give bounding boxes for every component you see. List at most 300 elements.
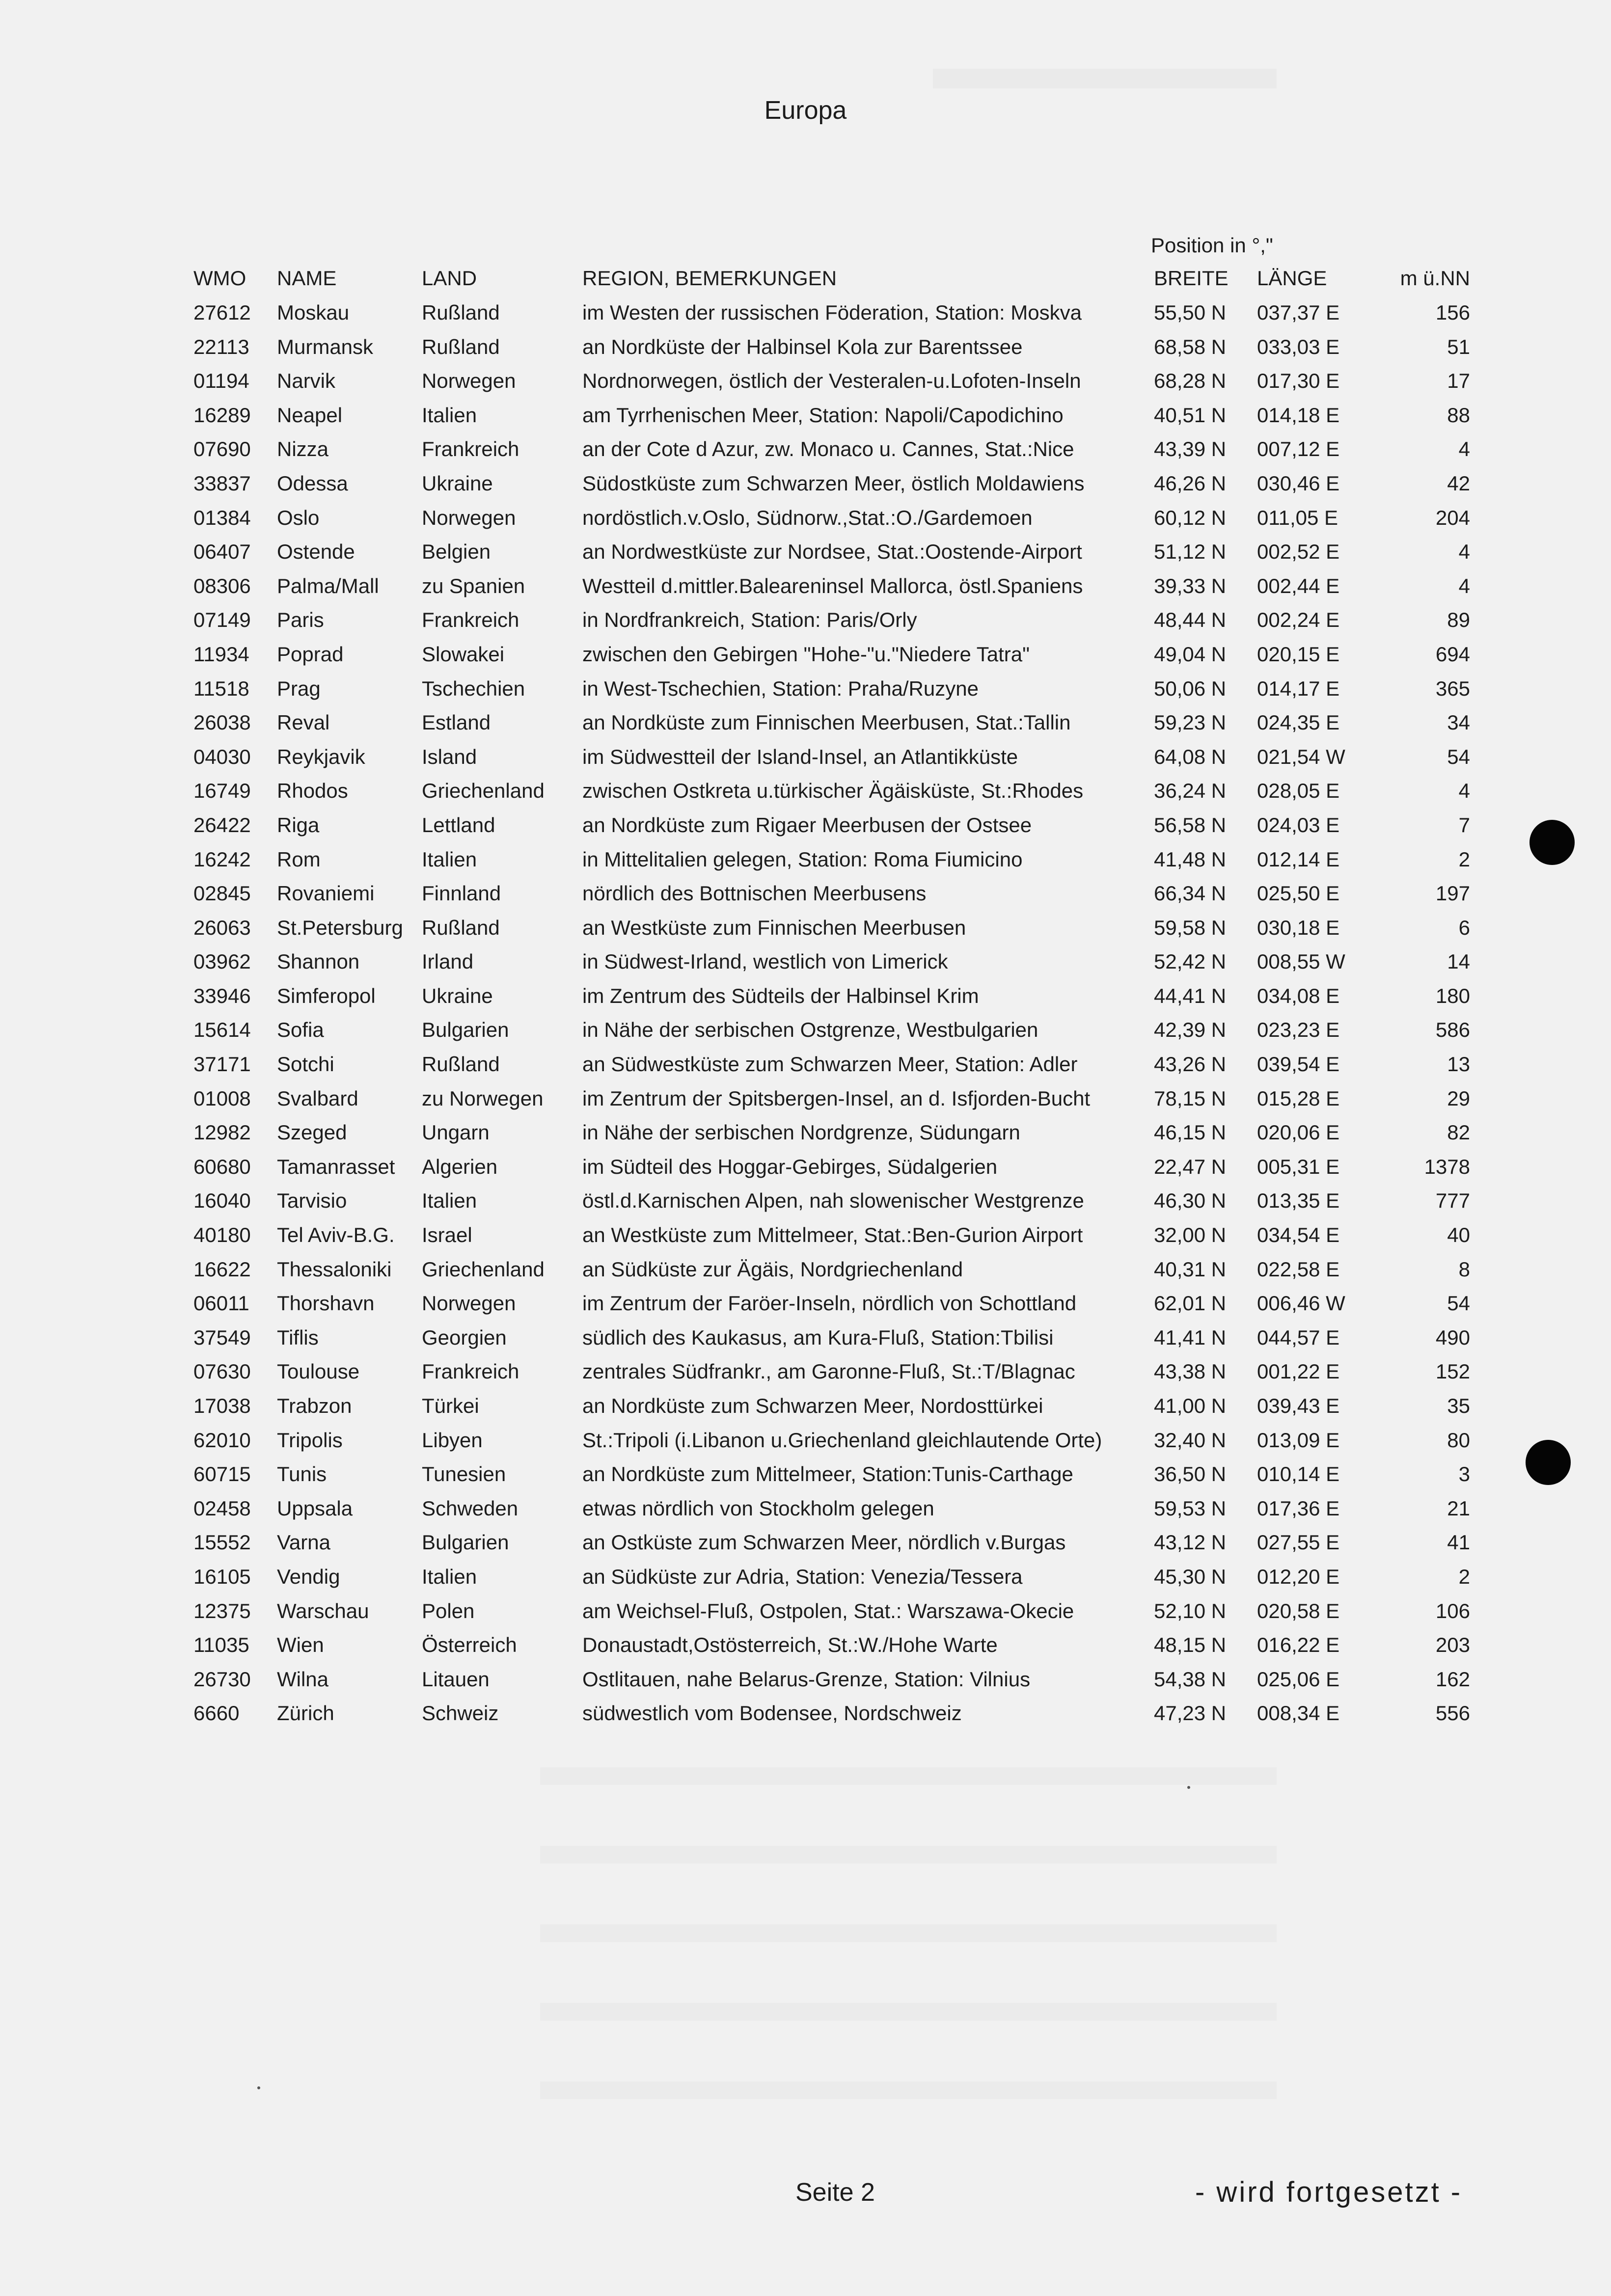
- cell-breite: 40,51 N: [1154, 403, 1227, 427]
- cell-land: Slowakei: [422, 642, 505, 666]
- cell-wmo: 16622: [193, 1257, 251, 1281]
- cell-breite: 56,58 N: [1154, 813, 1227, 837]
- cell-wmo: 16040: [193, 1189, 251, 1213]
- cell-name: Wilna: [277, 1667, 329, 1691]
- cell-wmo: 12982: [193, 1121, 251, 1144]
- cell-land: Italien: [422, 1565, 477, 1588]
- cell-laenge: 002,44 E: [1257, 574, 1340, 597]
- footer-continued-note: - wird fortgesetzt -: [1195, 2176, 1463, 2208]
- cell-height: 34: [1447, 711, 1470, 734]
- cell-height: 204: [1435, 506, 1470, 529]
- cell-height: 490: [1435, 1325, 1470, 1349]
- cell-name: Neapel: [277, 403, 343, 427]
- cell-region: an Nordküste zum Schwarzen Meer, Nordosttürkei: [582, 1394, 1043, 1417]
- cell-laenge: 002,52 E: [1257, 540, 1340, 564]
- cell-breite: 36,50 N: [1154, 1462, 1227, 1486]
- header-breite: BREITE: [1154, 267, 1229, 290]
- cell-height: 6: [1458, 916, 1470, 939]
- cell-wmo: 40180: [193, 1223, 251, 1247]
- cell-region: an Nordküste zum Rigaer Meerbusen der Ostsee: [582, 813, 1032, 837]
- cell-name: Odessa: [277, 471, 348, 495]
- cell-region: im Zentrum der Faröer-Inseln, nördlich von Schottland: [582, 1292, 1077, 1315]
- cell-breite: 64,08 N: [1154, 745, 1227, 768]
- cell-height: 197: [1435, 882, 1470, 905]
- cell-wmo: 62010: [193, 1428, 251, 1452]
- cell-height: 152: [1435, 1360, 1470, 1383]
- table-row: [187, 1047, 1475, 1081]
- cell-wmo: 08306: [193, 574, 251, 597]
- cell-breite: 22,47 N: [1154, 1155, 1227, 1178]
- cell-land: Italien: [422, 847, 477, 871]
- cell-laenge: 013,35 E: [1257, 1189, 1340, 1213]
- punch-hole: [1529, 820, 1575, 865]
- cell-name: Nizza: [277, 437, 329, 461]
- cell-height: 365: [1435, 676, 1470, 700]
- cell-breite: 52,10 N: [1154, 1599, 1227, 1622]
- cell-laenge: 008,34 E: [1257, 1702, 1340, 1725]
- cell-region: etwas nördlich von Stockholm gelegen: [582, 1496, 934, 1520]
- cell-height: 2: [1458, 847, 1470, 871]
- cell-region: östl.d.Karnischen Alpen, nah slowenischer Westgrenze: [582, 1189, 1084, 1213]
- cell-region: im Westen der russischen Föderation, Station: Moskva: [582, 301, 1082, 324]
- cell-name: Oslo: [277, 506, 320, 529]
- cell-land: Polen: [422, 1599, 475, 1622]
- table-body: [187, 296, 1475, 1730]
- cell-name: Simferopol: [277, 984, 376, 1007]
- cell-land: zu Norwegen: [422, 1086, 544, 1110]
- table-row: [187, 569, 1475, 603]
- cell-region: an Südküste zur Ägäis, Nordgriechenland: [582, 1257, 963, 1281]
- cell-name: Warschau: [277, 1599, 369, 1622]
- table-row: [187, 1286, 1475, 1321]
- cell-height: 41: [1447, 1531, 1470, 1554]
- cell-wmo: 17038: [193, 1394, 251, 1417]
- cell-laenge: 017,30 E: [1257, 369, 1340, 393]
- cell-region: nördlich des Bottnischen Meerbusens: [582, 882, 927, 905]
- stations-table: [187, 261, 1475, 1730]
- cell-breite: 68,28 N: [1154, 369, 1227, 393]
- cell-wmo: 26730: [193, 1667, 251, 1691]
- cell-height: 54: [1447, 1292, 1470, 1315]
- table-row: [187, 1560, 1475, 1594]
- cell-land: Norwegen: [422, 369, 516, 393]
- cell-land: Schweden: [422, 1496, 519, 1520]
- cell-wmo: 16289: [193, 403, 251, 427]
- cell-name: Vendig: [277, 1565, 340, 1588]
- cell-breite: 40,31 N: [1154, 1257, 1227, 1281]
- cell-laenge: 024,03 E: [1257, 813, 1340, 837]
- cell-name: Ostende: [277, 540, 355, 564]
- cell-name: Varna: [277, 1531, 330, 1554]
- cell-region: im Südwestteil der Island-Insel, an Atlantikküste: [582, 745, 1018, 768]
- cell-laenge: 014,17 E: [1257, 676, 1340, 700]
- cell-laenge: 030,18 E: [1257, 916, 1340, 939]
- bleed-through-mark: [540, 1924, 1277, 1942]
- cell-region: südwestlich vom Bodensee, Nordschweiz: [582, 1702, 962, 1725]
- cell-height: 4: [1458, 540, 1470, 564]
- cell-wmo: 37549: [193, 1325, 251, 1349]
- cell-height: 89: [1447, 608, 1470, 632]
- cell-height: 88: [1447, 403, 1470, 427]
- cell-wmo: 26038: [193, 711, 251, 734]
- cell-name: Murmansk: [277, 335, 374, 358]
- cell-region: an Nordküste zum Mittelmeer, Station:Tunis-Carthage: [582, 1462, 1073, 1486]
- position-header: Position in °,": [1151, 234, 1273, 257]
- cell-name: Rovaniemi: [277, 882, 375, 905]
- table-row: [187, 637, 1475, 672]
- cell-name: Zürich: [277, 1702, 334, 1725]
- table-row: [187, 945, 1475, 979]
- cell-wmo: 02845: [193, 882, 251, 905]
- cell-land: Algerien: [422, 1155, 498, 1178]
- cell-laenge: 017,36 E: [1257, 1496, 1340, 1520]
- cell-breite: 59,53 N: [1154, 1496, 1227, 1520]
- cell-region: Nordnorwegen, östlich der Vesteralen-u.Lofoten-Inseln: [582, 369, 1081, 393]
- cell-land: Bulgarien: [422, 1531, 509, 1554]
- cell-wmo: 01384: [193, 506, 251, 529]
- cell-wmo: 33946: [193, 984, 251, 1007]
- table-row: [187, 1662, 1475, 1697]
- cell-height: 156: [1435, 301, 1470, 324]
- table-row: [187, 1013, 1475, 1047]
- cell-breite: 59,58 N: [1154, 916, 1227, 939]
- cell-height: 54: [1447, 745, 1470, 768]
- cell-laenge: 034,54 E: [1257, 1223, 1340, 1247]
- cell-breite: 44,41 N: [1154, 984, 1227, 1007]
- cell-region: an Ostküste zum Schwarzen Meer, nördlich v.Burgas: [582, 1531, 1066, 1554]
- table-row: [187, 501, 1475, 535]
- cell-height: 7: [1458, 813, 1470, 837]
- cell-name: Moskau: [277, 301, 350, 324]
- cell-land: Libyen: [422, 1428, 483, 1452]
- cell-land: Schweiz: [422, 1702, 499, 1725]
- cell-region: am Tyrrhenischen Meer, Station: Napoli/Capodichino: [582, 403, 1064, 427]
- cell-height: 8: [1458, 1257, 1470, 1281]
- cell-laenge: 010,14 E: [1257, 1462, 1340, 1486]
- cell-name: Svalbard: [277, 1086, 358, 1110]
- cell-laenge: 014,18 E: [1257, 403, 1340, 427]
- cell-breite: 43,39 N: [1154, 437, 1227, 461]
- table-row: [187, 1594, 1475, 1628]
- cell-land: Rußland: [422, 916, 500, 939]
- cell-land: Ungarn: [422, 1121, 490, 1144]
- cell-height: 80: [1447, 1428, 1470, 1452]
- bleed-through-mark: [933, 69, 1277, 88]
- cell-land: Belgien: [422, 540, 491, 564]
- cell-land: Estland: [422, 711, 491, 734]
- cell-name: Tunis: [277, 1462, 327, 1486]
- cell-height: 203: [1435, 1633, 1470, 1657]
- cell-land: Rußland: [422, 301, 500, 324]
- page-title: Europa: [764, 96, 847, 125]
- cell-name: Tamanrasset: [277, 1155, 395, 1178]
- punch-hole: [1526, 1440, 1571, 1485]
- cell-height: 556: [1435, 1702, 1470, 1725]
- header-row: [187, 261, 1475, 296]
- cell-region: an Südküste zur Adria, Station: Venezia/Tessera: [582, 1565, 1023, 1588]
- cell-laenge: 022,58 E: [1257, 1257, 1340, 1281]
- table-row: [187, 603, 1475, 637]
- cell-name: Sofia: [277, 1018, 324, 1042]
- table-row: [187, 466, 1475, 501]
- cell-land: Norwegen: [422, 1292, 516, 1315]
- cell-name: Narvik: [277, 369, 336, 393]
- cell-wmo: 60715: [193, 1462, 251, 1486]
- cell-land: Frankreich: [422, 1360, 519, 1383]
- cell-breite: 43,26 N: [1154, 1053, 1227, 1076]
- cell-land: Finnland: [422, 882, 501, 905]
- cell-land: Italien: [422, 1189, 477, 1213]
- cell-breite: 36,24 N: [1154, 779, 1227, 803]
- cell-name: Uppsala: [277, 1496, 353, 1520]
- table-row: [187, 740, 1475, 774]
- cell-region: in Mittelitalien gelegen, Station: Roma Fiumicino: [582, 847, 1023, 871]
- cell-name: Thessaloniki: [277, 1257, 392, 1281]
- table-row: [187, 1115, 1475, 1150]
- cell-land: Israel: [422, 1223, 472, 1247]
- cell-breite: 52,42 N: [1154, 950, 1227, 973]
- cell-wmo: 15614: [193, 1018, 251, 1042]
- cell-laenge: 037,37 E: [1257, 301, 1340, 324]
- header-height: m ü.NN: [1400, 267, 1470, 290]
- table-row: [187, 1491, 1475, 1526]
- cell-breite: 48,15 N: [1154, 1633, 1227, 1657]
- cell-wmo: 33837: [193, 471, 251, 495]
- cell-laenge: 030,46 E: [1257, 471, 1340, 495]
- cell-wmo: 11934: [193, 642, 249, 666]
- cell-land: Ukraine: [422, 984, 493, 1007]
- cell-name: Poprad: [277, 642, 344, 666]
- bleed-through-mark: [540, 2081, 1277, 2099]
- table-row: [187, 330, 1475, 364]
- cell-name: Wien: [277, 1633, 324, 1657]
- table-row: [187, 1081, 1475, 1116]
- cell-height: 40: [1447, 1223, 1470, 1247]
- cell-height: 586: [1435, 1018, 1470, 1042]
- header-laenge: LÄNGE: [1257, 267, 1327, 290]
- cell-breite: 46,15 N: [1154, 1121, 1227, 1144]
- cell-region: in Südwest-Irland, westlich von Limerick: [582, 950, 948, 973]
- cell-land: Frankreich: [422, 437, 519, 461]
- table-row: [187, 1696, 1475, 1730]
- cell-land: Tschechien: [422, 676, 525, 700]
- cell-breite: 54,38 N: [1154, 1667, 1227, 1691]
- header-land: LAND: [422, 267, 477, 290]
- cell-land: Rußland: [422, 1053, 500, 1076]
- cell-region: an Südwestküste zum Schwarzen Meer, Station: Adler: [582, 1053, 1078, 1076]
- cell-breite: 32,40 N: [1154, 1428, 1227, 1452]
- table-row: [187, 842, 1475, 877]
- cell-wmo: 03962: [193, 950, 251, 973]
- cell-breite: 59,23 N: [1154, 711, 1227, 734]
- cell-wmo: 04030: [193, 745, 251, 768]
- cell-height: 35: [1447, 1394, 1470, 1417]
- cell-breite: 42,39 N: [1154, 1018, 1227, 1042]
- cell-height: 106: [1435, 1599, 1470, 1622]
- cell-laenge: 012,20 E: [1257, 1565, 1340, 1588]
- cell-name: St.Petersburg: [277, 916, 403, 939]
- cell-region: an Westküste zum Finnischen Meerbusen: [582, 916, 966, 939]
- cell-breite: 62,01 N: [1154, 1292, 1227, 1315]
- cell-name: Reykjavik: [277, 745, 365, 768]
- table-row: [187, 808, 1475, 842]
- cell-region: in Nordfrankreich, Station: Paris/Orly: [582, 608, 917, 632]
- cell-land: Irland: [422, 950, 474, 973]
- table-row: [187, 1321, 1475, 1355]
- cell-region: in West-Tschechien, Station: Praha/Ruzyne: [582, 676, 979, 700]
- bleed-through-mark: [540, 1767, 1277, 1785]
- cell-laenge: 006,46 W: [1257, 1292, 1345, 1315]
- bleed-through-mark: [540, 2003, 1277, 2021]
- cell-height: 162: [1435, 1667, 1470, 1691]
- cell-height: 29: [1447, 1086, 1470, 1110]
- cell-breite: 41,00 N: [1154, 1394, 1227, 1417]
- cell-wmo: 26422: [193, 813, 251, 837]
- cell-land: Tunesien: [422, 1462, 506, 1486]
- cell-region: St.:Tripoli (i.Libanon u.Griechenland gleichlautende Orte): [582, 1428, 1102, 1452]
- cell-wmo: 07149: [193, 608, 251, 632]
- cell-laenge: 016,22 E: [1257, 1633, 1340, 1657]
- cell-laenge: 015,28 E: [1257, 1086, 1340, 1110]
- cell-height: 1378: [1424, 1155, 1470, 1178]
- cell-height: 17: [1447, 369, 1470, 393]
- cell-wmo: 26063: [193, 916, 251, 939]
- cell-name: Palma/Mall: [277, 574, 379, 597]
- speck: [1187, 1786, 1190, 1789]
- cell-breite: 43,38 N: [1154, 1360, 1227, 1383]
- cell-laenge: 023,23 E: [1257, 1018, 1340, 1042]
- cell-breite: 49,04 N: [1154, 642, 1227, 666]
- cell-laenge: 039,54 E: [1257, 1053, 1340, 1076]
- cell-breite: 55,50 N: [1154, 301, 1227, 324]
- cell-laenge: 001,22 E: [1257, 1360, 1340, 1383]
- cell-height: 14: [1447, 950, 1470, 973]
- cell-wmo: 16105: [193, 1565, 251, 1588]
- cell-laenge: 024,35 E: [1257, 711, 1340, 734]
- cell-laenge: 028,05 E: [1257, 779, 1340, 803]
- cell-name: Rhodos: [277, 779, 348, 803]
- cell-name: Tarvisio: [277, 1189, 347, 1213]
- cell-name: Szeged: [277, 1121, 347, 1144]
- cell-height: 4: [1458, 437, 1470, 461]
- cell-region: in Nähe der serbischen Ostgrenze, Westbulgarien: [582, 1018, 1038, 1042]
- cell-wmo: 01008: [193, 1086, 251, 1110]
- table-row: [187, 705, 1475, 740]
- table-row: [187, 1457, 1475, 1491]
- cell-wmo: 60680: [193, 1155, 251, 1178]
- cell-land: Italien: [422, 403, 477, 427]
- cell-wmo: 16749: [193, 779, 251, 803]
- cell-height: 3: [1458, 1462, 1470, 1486]
- cell-wmo: 02458: [193, 1496, 251, 1520]
- table-row: [187, 1389, 1475, 1423]
- cell-height: 4: [1458, 574, 1470, 597]
- cell-land: Litauen: [422, 1667, 490, 1691]
- cell-laenge: 033,03 E: [1257, 335, 1340, 358]
- cell-name: Rom: [277, 847, 321, 871]
- table-row: [187, 1150, 1475, 1184]
- cell-laenge: 005,31 E: [1257, 1155, 1340, 1178]
- cell-breite: 48,44 N: [1154, 608, 1227, 632]
- cell-land: Frankreich: [422, 608, 519, 632]
- table-row: [187, 535, 1475, 569]
- cell-laenge: 011,05 E: [1257, 506, 1338, 529]
- cell-land: Lettland: [422, 813, 495, 837]
- cell-laenge: 020,15 E: [1257, 642, 1340, 666]
- cell-region: zwischen den Gebirgen "Hohe-"u."Niedere Tatra": [582, 642, 1030, 666]
- cell-laenge: 044,57 E: [1257, 1325, 1340, 1349]
- cell-land: Griechenland: [422, 1257, 545, 1281]
- cell-land: Rußland: [422, 335, 500, 358]
- cell-wmo: 22113: [193, 335, 249, 358]
- cell-laenge: 025,50 E: [1257, 882, 1340, 905]
- cell-breite: 60,12 N: [1154, 506, 1227, 529]
- cell-breite: 46,26 N: [1154, 471, 1227, 495]
- cell-land: Österreich: [422, 1633, 517, 1657]
- cell-land: Georgien: [422, 1325, 507, 1349]
- table-row: [187, 1252, 1475, 1287]
- cell-wmo: 07690: [193, 437, 251, 461]
- cell-breite: 50,06 N: [1154, 676, 1227, 700]
- cell-height: 4: [1458, 779, 1470, 803]
- cell-breite: 41,41 N: [1154, 1325, 1227, 1349]
- cell-laenge: 020,58 E: [1257, 1599, 1340, 1622]
- cell-land: Norwegen: [422, 506, 516, 529]
- bleed-through-mark: [540, 1846, 1277, 1864]
- cell-laenge: 008,55 W: [1257, 950, 1345, 973]
- cell-name: Paris: [277, 608, 324, 632]
- cell-wmo: 6660: [193, 1702, 240, 1725]
- cell-breite: 45,30 N: [1154, 1565, 1227, 1588]
- cell-region: Donaustadt,Ostösterreich, St.:W./Hohe Warte: [582, 1633, 998, 1657]
- cell-laenge: 027,55 E: [1257, 1531, 1340, 1554]
- table-row: [187, 296, 1475, 330]
- cell-name: Tel Aviv-B.G.: [277, 1223, 395, 1247]
- cell-laenge: 012,14 E: [1257, 847, 1340, 871]
- header-wmo: WMO: [193, 267, 246, 290]
- cell-name: Shannon: [277, 950, 360, 973]
- cell-laenge: 013,09 E: [1257, 1428, 1340, 1452]
- cell-height: 180: [1435, 984, 1470, 1007]
- cell-region: am Weichsel-Fluß, Ostpolen, Stat.: Warszawa-Okecie: [582, 1599, 1074, 1622]
- cell-region: nordöstlich.v.Oslo, Südnorw.,Stat.:O./Gardemoen: [582, 506, 1033, 529]
- table-row: [187, 1423, 1475, 1458]
- table-row: [187, 1628, 1475, 1662]
- cell-breite: 41,48 N: [1154, 847, 1227, 871]
- cell-region: an Nordwestküste zur Nordsee, Stat.:Oostende-Airport: [582, 540, 1082, 564]
- cell-land: Türkei: [422, 1394, 479, 1417]
- cell-name: Prag: [277, 676, 321, 700]
- table-header: [187, 261, 1475, 296]
- cell-wmo: 16242: [193, 847, 251, 871]
- cell-laenge: 039,43 E: [1257, 1394, 1340, 1417]
- cell-wmo: 06407: [193, 540, 251, 564]
- footer-page-number: Seite 2: [795, 2178, 875, 2207]
- cell-wmo: 12375: [193, 1599, 251, 1622]
- cell-height: 694: [1435, 642, 1470, 666]
- cell-height: 777: [1435, 1189, 1470, 1213]
- cell-region: Westteil d.mittler.Baleareninsel Mallorca, östl.Spaniens: [582, 574, 1083, 597]
- table-row: [187, 432, 1475, 466]
- cell-laenge: 020,06 E: [1257, 1121, 1340, 1144]
- cell-region: an Westküste zum Mittelmeer, Stat.:Ben-Gurion Airport: [582, 1223, 1083, 1247]
- cell-region: zwischen Ostkreta u.türkischer Ägäisküste, St.:Rhodes: [582, 779, 1084, 803]
- table-row: [187, 364, 1475, 398]
- table-row: [187, 876, 1475, 911]
- cell-region: in Nähe der serbischen Nordgrenze, Südungarn: [582, 1121, 1020, 1144]
- cell-land: Ukraine: [422, 471, 493, 495]
- cell-region: Südostküste zum Schwarzen Meer, östlich Moldawiens: [582, 471, 1085, 495]
